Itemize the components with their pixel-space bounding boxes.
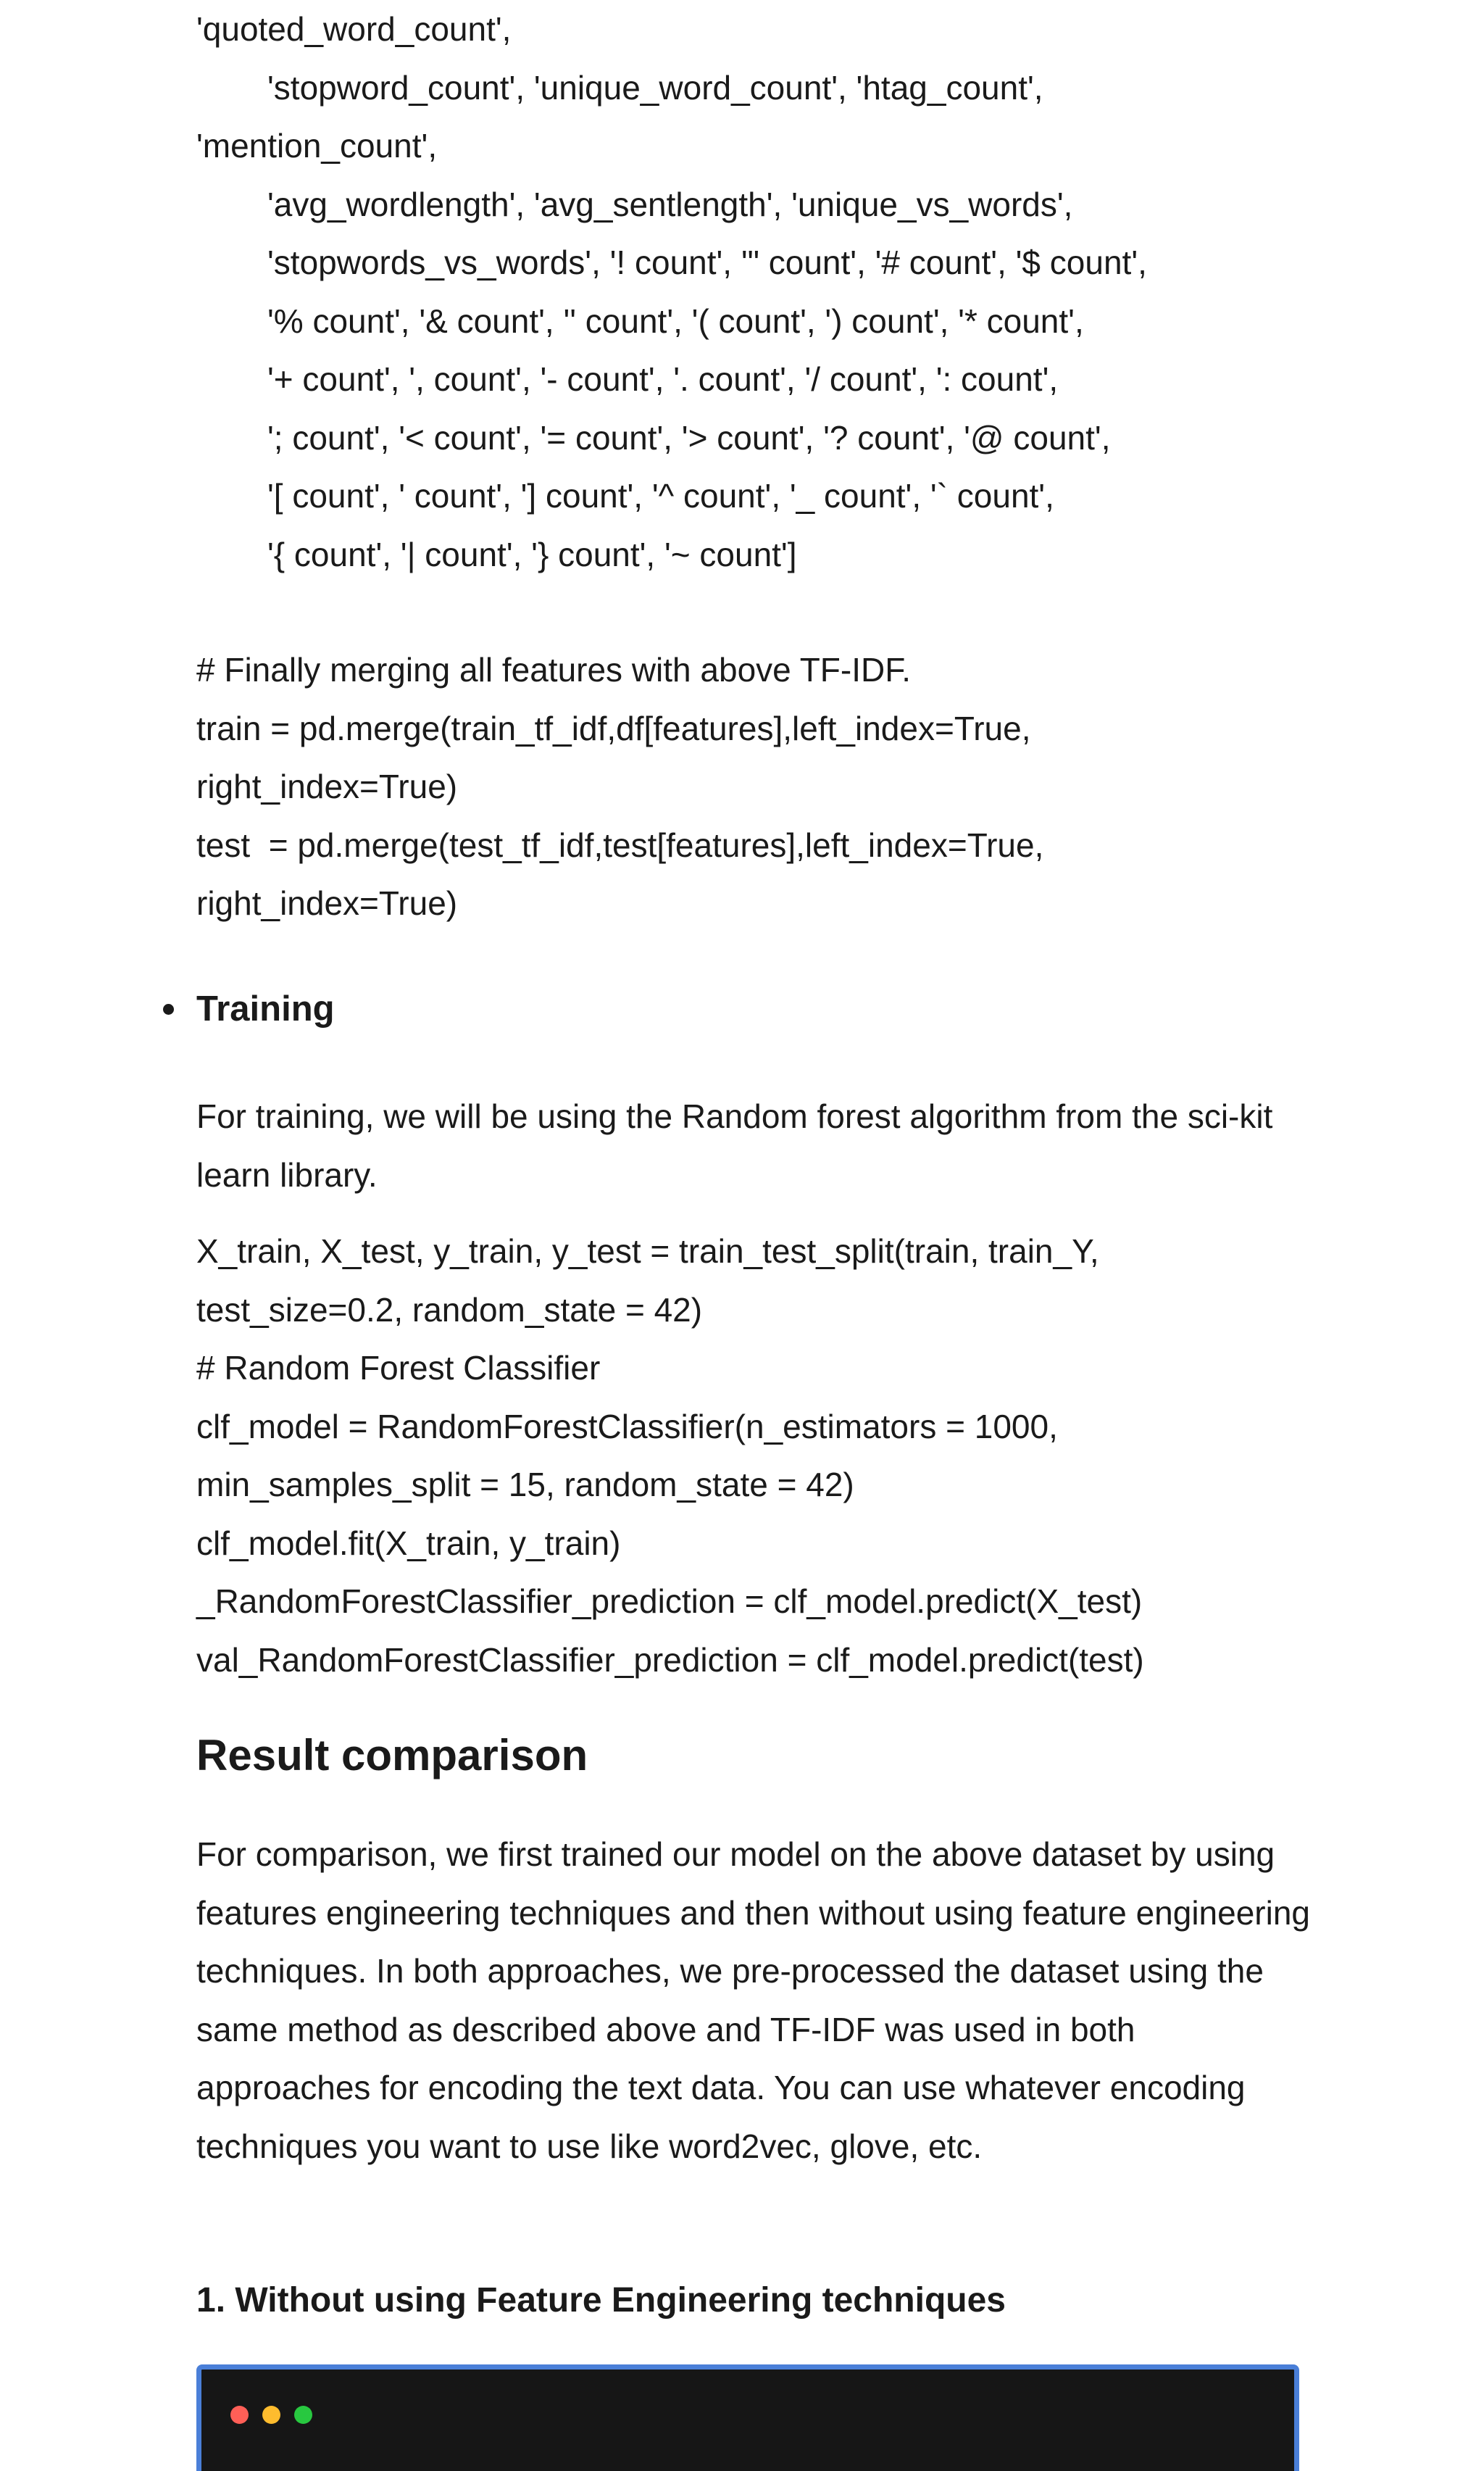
training-code — [196, 1222, 1144, 1689]
bullet-icon — [163, 1004, 174, 1015]
code-line: val_RandomForestClassifier_prediction = clf_model.predict(test) — [196, 1640, 1144, 1679]
code-line: '[ count', ' count', '] count', '^ count', '_ count', '` count', — [267, 477, 1054, 515]
code-line: '% count', '& count', '' count', '( count', ') count', '* count', — [267, 302, 1084, 340]
code-line: train = pd.merge(train_tf_idf,df[features],left_index=True, — [196, 709, 1031, 747]
merge-features-code — [196, 641, 1043, 933]
code-line: X_train, X_test, y_train, y_test = train_test_split(train, train_Y, — [196, 1232, 1099, 1270]
code-comment: # Finally merging all features with above TF-IDF. — [196, 651, 911, 689]
code-line: 'stopwords_vs_words', '! count', '" count', '# count', '$ count', — [267, 244, 1147, 281]
code-line: test = pd.merge(test_tf_idf,test[features],left_index=True, — [196, 826, 1044, 864]
code-line: 'mention_count', — [196, 127, 438, 165]
close-dot-icon — [230, 2406, 249, 2424]
code-line: right_index=True) — [196, 884, 458, 922]
code-line: '+ count', ', count', '- count', '. count', '/ count', ': count', — [267, 360, 1059, 398]
terminal-window — [196, 2364, 1299, 2471]
code-line: '{ count', '| count', '} count', '~ count'] — [267, 535, 797, 573]
code-line: test_size=0.2, random_state = 42) — [196, 1290, 703, 1329]
training-heading: Training — [196, 989, 335, 1029]
code-line: min_samples_split = 15, random_state = 42) — [196, 1466, 854, 1503]
code-line: 'quoted_word_count', — [196, 10, 512, 48]
code-line: '; count', '< count', '= count', '> count', '? count', '@ count', — [267, 418, 1111, 457]
features-list-code — [196, 0, 1147, 584]
training-paragraph: For training, we will be using the Random forest algorithm from the sci-kit learn library. — [196, 1097, 1273, 1194]
maximize-dot-icon — [294, 2406, 312, 2424]
code-line: clf_model = RandomForestClassifier(n_estimators = 1000, — [196, 1407, 1058, 1445]
code-comment: # Random Forest Classifier — [196, 1349, 601, 1387]
minimize-dot-icon — [262, 2406, 280, 2424]
code-line: clf_model.fit(X_train, y_train) — [196, 1524, 621, 1562]
window-controls — [230, 2406, 326, 2424]
code-line: 'stopword_count', 'unique_word_count', 'htag_count', — [267, 68, 1043, 107]
code-line: right_index=True) — [196, 768, 458, 805]
code-line: _RandomForestClassifier_prediction = clf_model.predict(X_test) — [196, 1582, 1143, 1620]
training-list-item — [163, 980, 335, 1038]
code-line: 'avg_wordlength', 'avg_sentlength', 'unique_vs_words', — [267, 185, 1073, 223]
result-paragraph: For comparison, we first trained our model on the above dataset by using features engineering techniques and then without using feature engineering techniques. In both approaches, we pre-processed the dataset using the same method as described above and TF-IDF was used in both approaches for encoding the text data. You can use whatever encoding techniques you want to use like word2vec, glove, etc. — [196, 1835, 1311, 2165]
without-fe-subheading: 1. Without using Feature Engineering techniques — [196, 2281, 1006, 2320]
result-comparison-heading: Result comparison — [196, 1731, 588, 1779]
